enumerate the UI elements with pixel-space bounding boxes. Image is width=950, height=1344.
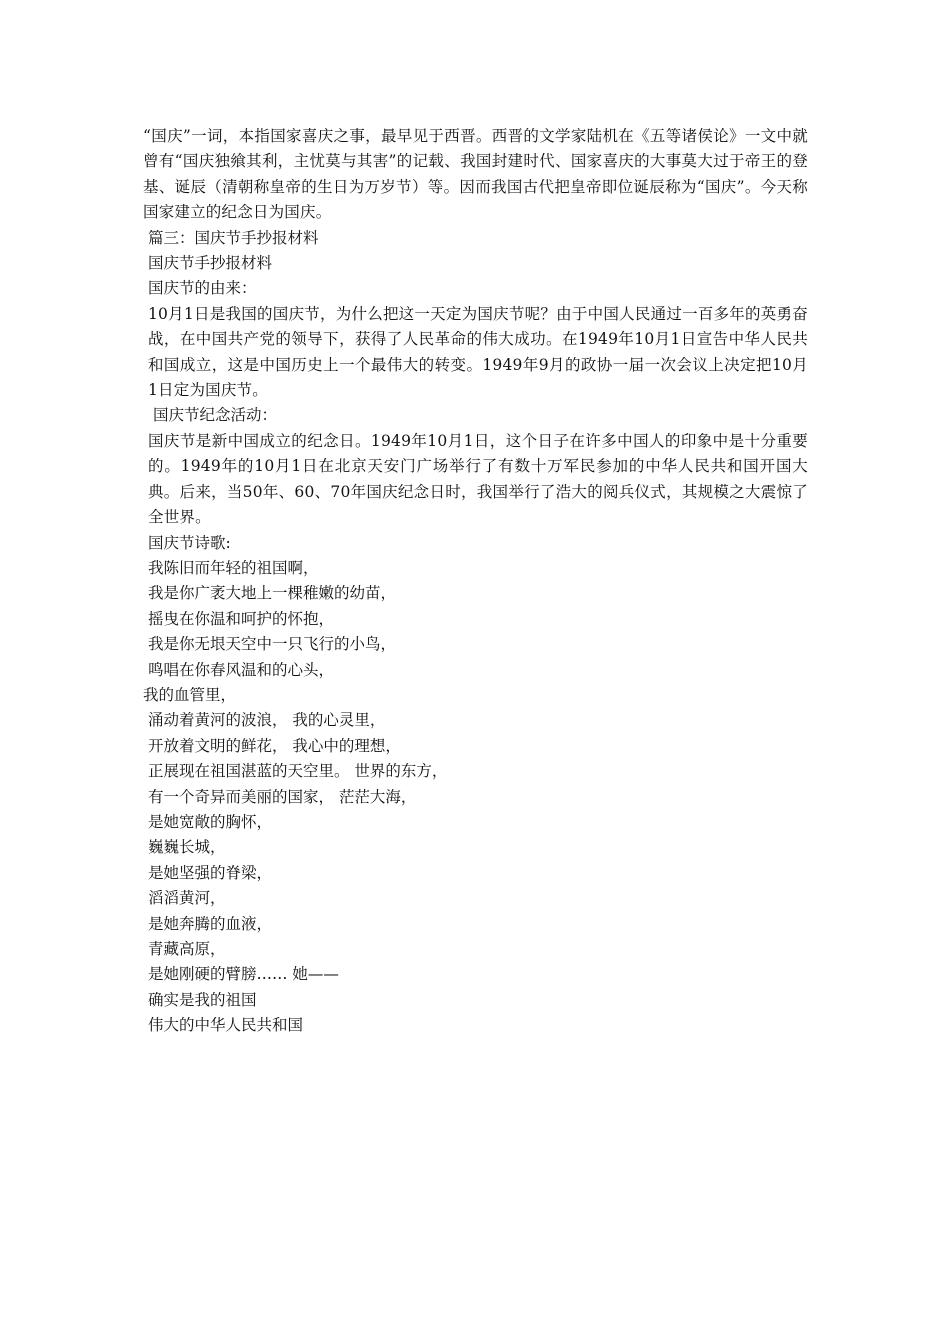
poem-line: 滔滔黄河， [148, 889, 226, 908]
activity-paragraph: 国庆节是新中国成立的纪念日。1949年10月1日，这个日子在许多中国人的印象中是十分重要的。1949年的10月1日在北京天安门广场举行了有数十万军民参加的中华人民共和国开国大典。后来，当50年、60、70年国庆纪念日时，我国举行了浩大的阅兵仪式，其规模之大震惊了全世界。 [148, 431, 808, 527]
poem-line: 青藏高原， [148, 940, 226, 958]
poem-line: 我是你无垠天空中一只飞行的小鸟， [148, 635, 397, 654]
section-heading: 篇三：国庆节手抄报材料 [148, 228, 319, 247]
activity-heading: 国庆节纪念活动： [153, 406, 278, 425]
poem-line: 正展现在祖国湛蓝的天空里。 世界的东方， [148, 762, 448, 781]
poem-heading: 国庆节诗歌: [148, 533, 231, 552]
poem-line: 是她刚硬的臂膀…… 她—— [148, 965, 339, 984]
poem-line: 我陈旧而年轻的祖国啊， [148, 558, 319, 577]
poem-line: 是她坚强的脊梁， [148, 863, 273, 882]
poem-line: 我是你广袤大地上一棵稚嫩的幼苗， [148, 584, 397, 603]
origin-paragraph: 10月1日是我国的国庆节，为什么把这一天定为国庆节呢？由于中国人民通过一百多年的英勇奋战，在中国共产党的领导下，获得了人民革命的伟大成功。在1949年10月1日宣告中华人民共和国成立，这是中国历史上一个最伟大的转变。1949年9月的政协一届一次会议上决定把10月1日定为国庆节。 [148, 304, 808, 400]
poem-line: 我的血管里， [143, 685, 237, 704]
poem-line: 鸣唱在你春风温和的心头， [148, 660, 335, 679]
poem-line: 伟大的中华人民共和国 [148, 1016, 304, 1035]
intro-paragraph: “国庆”一词，本指国家喜庆之事，最早见于西晋。西晋的文学家陆机在《五等诸侯论》一文中就曾有“国庆独飨其利，主忧莫与其害”的记载、我国封建时代、国家喜庆的大事莫大过于帝王的登基、诞辰（清朝称皇帝的生日为万岁节）等。因而我国古代把皇帝即位诞辰称为“国庆”。今天称国家建立的纪念日为国庆。 [143, 127, 808, 222]
poem-line: 确实是我的祖国 [148, 990, 257, 1009]
poem-line: 开放着文明的鲜花， 我心中的理想， [148, 736, 401, 755]
poem-line: 是她宽敞的胸怀， [148, 812, 273, 831]
poem-line: 有一个奇异而美丽的国家， 茫茫大海， [148, 787, 417, 806]
document-title: 国庆节手抄报材料 [148, 254, 273, 273]
poem-line: 巍巍长城， [148, 838, 226, 857]
document-body [143, 124, 808, 1039]
poem-line: 摇曳在你温和呵护的怀抱， [148, 609, 335, 628]
poem-line: 是她奔腾的血液， [148, 914, 273, 933]
origin-heading: 国庆节的由来： [148, 279, 257, 298]
poem [143, 556, 808, 1039]
poem-line: 涌动着黄河的波浪， 我的心灵里， [148, 711, 386, 730]
